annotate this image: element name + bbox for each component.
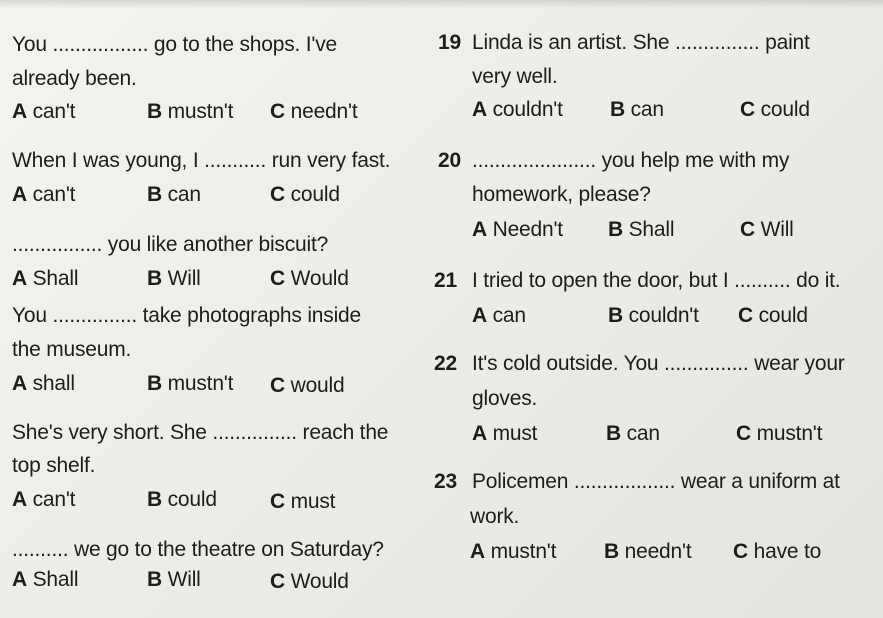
question-number: 20 [438,149,461,172]
option-a: A Needn't [472,218,563,241]
option-b: B mustn't [147,100,234,123]
option-a: A shall [12,372,75,395]
option-b: B could [147,488,217,511]
option-b: B needn't [604,540,692,563]
question-text-line: You ................. go to the shops. I've [12,33,337,56]
option-b: B Shall [608,218,675,241]
option-b: B couldn't [608,304,699,327]
option-b: B can [147,183,201,206]
option-a: A can't [12,183,76,206]
option-a: A couldn't [472,98,563,121]
option-c: C could [738,304,808,327]
option-c: C Will [740,218,794,241]
option-a: A must [472,422,538,445]
page-top-shadow [0,0,883,8]
question-number: 19 [438,31,461,54]
question-text-line: ...................... you help me with my [472,149,790,172]
question-text-line: You ............... take photographs inside [12,304,362,327]
option-c: C could [270,183,340,206]
option-c: C must [270,490,336,513]
option-c: C Would [270,267,349,290]
question-text-line: top shelf. [12,454,96,477]
question-text-line: I tried to open the door, but I .......... do it. [472,269,841,292]
option-b: B Will [147,568,201,591]
question-text-line: Policemen .................. wear a uniform at [472,470,840,493]
question-text-line: It's cold outside. You ............... wear your [472,352,845,375]
question-text-line: gloves. [472,387,538,410]
question-number: 23 [434,470,457,493]
question-text-line: very well. [472,65,558,88]
question-text-line: ................ you like another biscuit? [12,233,329,256]
question-text-line: the museum. [12,338,132,361]
option-a: A can't [12,488,76,511]
column-gutter [422,0,423,618]
question-text-line: She's very short. She ............... reach the [12,421,389,444]
option-a: A can [472,304,526,327]
question-number: 22 [434,352,457,375]
question-text-line: work. [470,505,520,528]
question-number: 21 [434,269,457,292]
question-text-line: .......... we go to the theatre on Saturday? [12,538,384,561]
option-c: C would [270,374,345,397]
question-text-line: Linda is an artist. She ............... paint [472,31,810,54]
option-c: C have to [733,540,822,563]
option-c: C needn't [270,100,358,123]
option-b: B Will [147,267,201,290]
option-a: A Shall [12,267,79,290]
question-text-line: When I was young, I ........... run very fast. [12,149,391,172]
option-a: A can't [12,100,76,123]
question-text-line: already been. [12,67,137,90]
option-c: C mustn't [736,422,823,445]
option-c: C Would [270,570,349,593]
option-a: A mustn't [470,540,557,563]
option-c: C could [740,98,810,121]
option-b: B can [606,422,660,445]
option-a: A Shall [12,568,79,591]
option-b: B can [610,98,664,121]
option-b: B mustn't [147,372,234,395]
question-text-line: homework, please? [472,183,651,206]
